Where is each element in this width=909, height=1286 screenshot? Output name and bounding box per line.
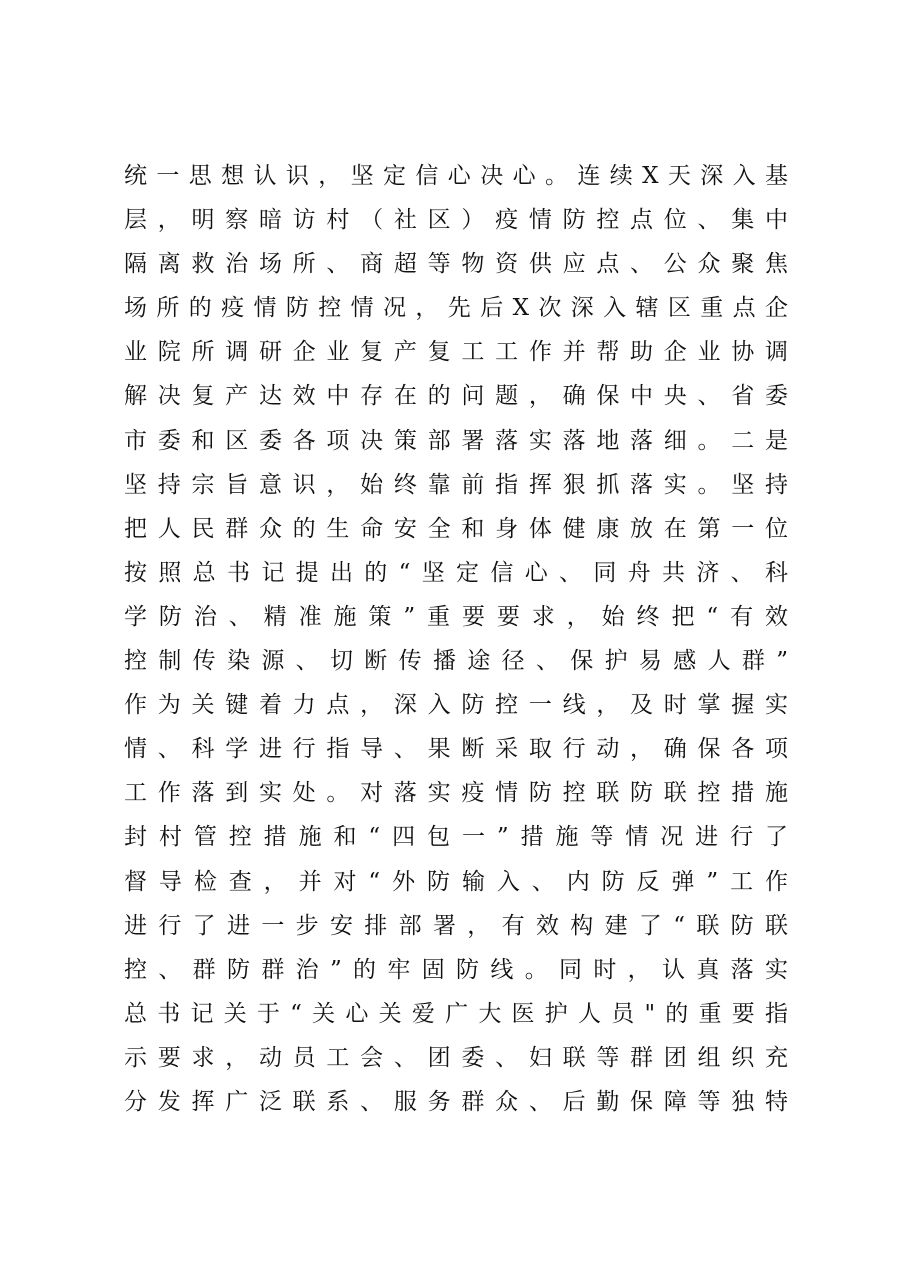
text-line: 控制传染源、切断传播途径、保护易感人群” [124, 648, 788, 675]
text-line: 业院所调研企业复产复工工作并帮助企业协调 [124, 339, 788, 366]
text-line: 把人民群众的生命安全和身体健康放在第一位 [124, 515, 788, 542]
text-line: 总书记关于“关心关爱广大医护人员"的重要指 [124, 1000, 788, 1027]
text-line: 坚持宗旨意识，始终靠前指挥狠抓落实。坚持 [124, 471, 788, 498]
text-line: 层，明察暗访村（社区）疫情防控点位、集中 [124, 207, 788, 234]
text-line: 市委和区委各项决策部署落实落地落细。二是 [124, 427, 788, 454]
text-line: 情、科学进行指导、果断采取行动，确保各项 [124, 736, 788, 763]
text-line: 封村管控措施和“四包一”措施等情况进行了 [124, 824, 788, 851]
text-line: 场所的疫情防控情况，先后X次深入辖区重点企 [124, 295, 788, 322]
text-line: 控、群防群治”的牢固防线。同时，认真落实 [124, 956, 788, 983]
text-line: 隔离救治场所、商超等物资供应点、公众聚焦 [124, 251, 788, 278]
text-line: 进行了进一步安排部署，有效构建了“联防联 [124, 912, 788, 939]
text-line: 督导检查，并对“外防输入、内防反弹”工作 [124, 868, 788, 895]
text-line: 按照总书记提出的“坚定信心、同舟共济、科 [124, 559, 788, 586]
text-line: 学防治、精准施策”重要要求，始终把“有效 [124, 603, 788, 630]
text-line: 统一思想认识，坚定信心决心。连续X天深入基 [124, 163, 788, 189]
text-line: 分发挥广泛联系、服务群众、后勤保障等独特 [124, 1088, 788, 1115]
text-line: 示要求，动员工会、团委、妇联等群团组织充 [124, 1044, 788, 1071]
body-paragraph [124, 154, 788, 1124]
text-line: 作为关键着力点，深入防控一线，及时掌握实 [124, 692, 788, 719]
text-line: 工作落到实处。对落实疫情防控联防联控措施 [124, 780, 788, 807]
text-line: 解决复产达效中存在的问题，确保中央、省委 [124, 383, 788, 410]
